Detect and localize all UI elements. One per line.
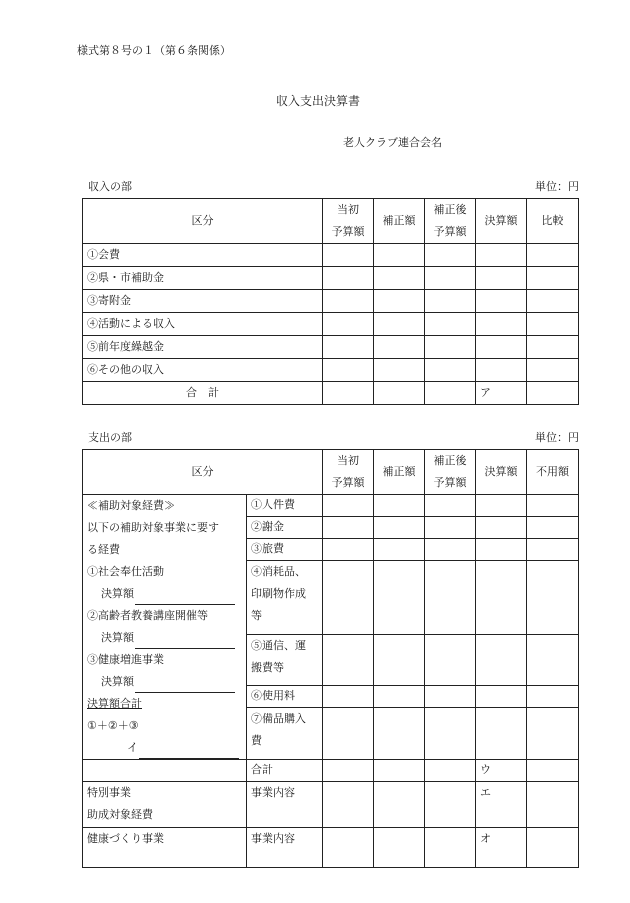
expense-section-label: 支出の部 bbox=[88, 431, 132, 444]
income-header-after: 補正後 予算額 bbox=[425, 199, 476, 244]
subsidy-sum-formula: ①＋②＋③ bbox=[87, 719, 139, 732]
subsidy-sum-label: 決算額合計 bbox=[87, 697, 142, 710]
income-header-revised: 補正額 bbox=[374, 199, 425, 244]
table-row bbox=[83, 336, 579, 359]
income-section-label: 収入の部 bbox=[88, 180, 132, 193]
income-total-mark: ア bbox=[476, 382, 527, 405]
subsidy-target-block bbox=[83, 495, 247, 760]
expense-total-mark: ウ bbox=[476, 760, 527, 782]
health-row bbox=[83, 828, 579, 868]
amount-blank-line bbox=[135, 635, 235, 649]
table-row bbox=[83, 495, 579, 517]
income-row-label: ⑤前年度繰越金 bbox=[83, 336, 323, 359]
health-content-label: 事業内容 bbox=[247, 828, 323, 868]
amount-blank-line bbox=[135, 679, 235, 693]
subsidy-item-1: ①社会奉仕活動 bbox=[87, 565, 164, 578]
subsidy-heading: ≪補助対象経費≫ bbox=[87, 499, 175, 512]
health-mark: オ bbox=[476, 828, 527, 868]
subsidy-item-2: ②高齢者教養講座開催等 bbox=[87, 609, 208, 622]
expense-item-label: ⑤通信、運 搬費等 bbox=[247, 634, 323, 686]
expense-total-row bbox=[83, 760, 579, 782]
expense-header-after: 補正後 予算額 bbox=[425, 450, 476, 495]
table-row bbox=[83, 313, 579, 336]
special-project-label: 特別事業 助成対象経費 bbox=[83, 782, 247, 828]
income-total-row bbox=[83, 382, 579, 405]
income-total-label: 合 計 bbox=[83, 382, 323, 405]
income-header-initial: 当初 予算額 bbox=[323, 199, 374, 244]
income-row-label: ③寄附金 bbox=[83, 290, 323, 313]
income-header-compare: 比較 bbox=[527, 199, 579, 244]
table-row bbox=[83, 359, 579, 382]
income-row-label: ②県・市補助金 bbox=[83, 267, 323, 290]
table-row bbox=[83, 267, 579, 290]
expense-header-revised: 補正額 bbox=[374, 450, 425, 495]
income-row-label: ⑥その他の収入 bbox=[83, 359, 323, 382]
form-number: 様式第８号の１（第６条関係） bbox=[77, 44, 231, 57]
income-table bbox=[82, 198, 579, 405]
expense-item-label: ⑦備品購入 費 bbox=[247, 708, 323, 760]
document-title: 収入支出決算書 bbox=[276, 94, 361, 108]
table-row bbox=[83, 290, 579, 313]
special-row bbox=[83, 782, 579, 828]
amount-blank-line bbox=[139, 745, 239, 759]
subsidy-item-3: ③健康増進事業 bbox=[87, 653, 164, 666]
income-row-label: ④活動による収入 bbox=[83, 313, 323, 336]
income-header-settled: 決算額 bbox=[476, 199, 527, 244]
organization-label: 老人クラブ連合会名 bbox=[343, 136, 442, 149]
subsidy-sum-row-left bbox=[83, 760, 247, 782]
expense-header-unused: 不用額 bbox=[527, 450, 579, 495]
income-header-kubun: 区分 bbox=[83, 199, 323, 244]
expense-header-kubun: 区分 bbox=[83, 450, 323, 495]
expense-item-label: ⑥使用料 bbox=[247, 686, 323, 708]
special-mark: エ bbox=[476, 782, 527, 828]
expense-item-label: ④消耗品、 印刷物作成 等 bbox=[247, 561, 323, 635]
special-content-label: 事業内容 bbox=[247, 782, 323, 828]
expense-table bbox=[82, 449, 579, 868]
subsidy-sum-line: イ bbox=[83, 737, 246, 759]
expense-item-label: ②謝金 bbox=[247, 517, 323, 539]
subsidy-item-1-amount: 決算額 bbox=[83, 583, 246, 605]
expense-unit-label: 単位：円 bbox=[535, 431, 579, 444]
expense-total-label: 合計 bbox=[247, 760, 323, 782]
expense-header-settled: 決算額 bbox=[476, 450, 527, 495]
table-row bbox=[83, 244, 579, 267]
subsidy-desc-2: る経費 bbox=[87, 543, 120, 556]
amount-blank-line bbox=[135, 591, 235, 605]
expense-item-label: ①人件費 bbox=[247, 495, 323, 517]
subsidy-desc-1: 以下の補助対象事業に要す bbox=[87, 521, 219, 534]
expense-item-label: ③旅費 bbox=[247, 539, 323, 561]
expense-header-initial: 当初 予算額 bbox=[323, 450, 374, 495]
health-project-label: 健康づくり事業 bbox=[83, 828, 247, 868]
subsidy-item-2-amount: 決算額 bbox=[83, 627, 246, 649]
subsidy-item-3-amount: 決算額 bbox=[83, 671, 246, 693]
income-row-label: ①会費 bbox=[83, 244, 323, 267]
income-unit-label: 単位：円 bbox=[535, 180, 579, 193]
